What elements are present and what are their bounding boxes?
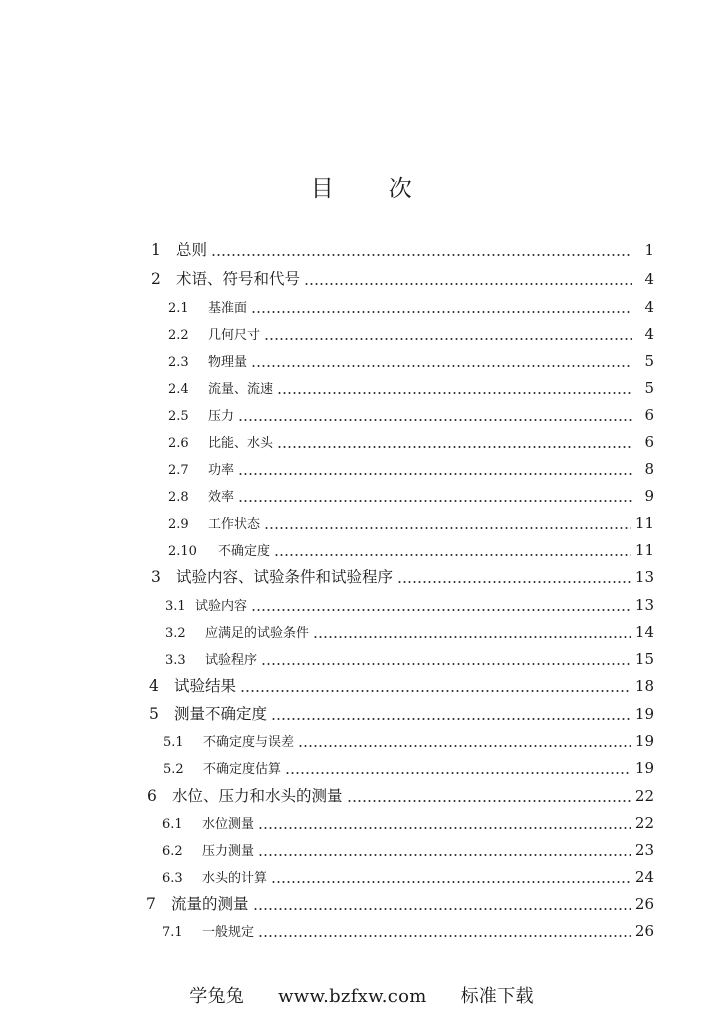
toc-number: 4: [149, 677, 159, 695]
toc-leader: [240, 690, 631, 692]
toc-title: 不确定度: [218, 544, 271, 559]
toc-title: 应满足的试验条件: [205, 626, 310, 641]
toc-page: 14: [634, 623, 654, 641]
toc-leader: [264, 338, 632, 340]
toc-page: 1: [644, 241, 654, 259]
toc-title: 压力: [208, 409, 235, 424]
toc-title: 一般规定: [202, 925, 255, 940]
toc-title: 不确定度估算: [203, 762, 282, 777]
toc-leader: [238, 473, 632, 475]
toc-page: 22: [634, 814, 654, 832]
toc-number: 2.10: [168, 544, 197, 559]
toc-page: 22: [634, 787, 654, 805]
toc-leader: [251, 365, 632, 367]
toc-entry-6-3[interactable]: [162, 865, 654, 889]
toc-title: 试验程序: [205, 653, 258, 668]
toc-page: 26: [634, 922, 654, 940]
toc-leader: [251, 609, 631, 611]
toc-title: 物理量: [208, 355, 248, 370]
toc-number: 2.2: [168, 328, 189, 343]
footer-site-name: 学兔兔: [189, 986, 245, 1007]
toc-leader: [298, 745, 631, 747]
toc-leader: [313, 636, 631, 638]
toc-number: 3.1: [165, 599, 186, 614]
toc-leader: [397, 581, 631, 583]
toc-entry-2-10[interactable]: [168, 538, 654, 562]
toc-title: 功率: [208, 463, 235, 478]
toc-title: 试验内容、试验条件和试验程序: [176, 568, 394, 586]
toc-number: 2.3: [168, 355, 189, 370]
toc-entry-2-9[interactable]: [168, 511, 654, 535]
toc-page: 19: [634, 705, 654, 723]
toc-number: 2.9: [168, 517, 189, 532]
toc-page: 5: [644, 379, 654, 397]
toc-number: 2.6: [168, 436, 189, 451]
toc-entry-2-6[interactable]: [168, 430, 654, 454]
toc-entry-2-7[interactable]: [168, 457, 654, 481]
toc-number: 6.1: [162, 817, 183, 832]
toc-leader: [304, 283, 632, 285]
toc-number: 7: [146, 895, 156, 913]
toc-title: 试验结果: [174, 677, 237, 695]
toc-number: 2.8: [168, 490, 189, 505]
toc-leader: [274, 554, 631, 556]
toc-number: 2.1: [168, 301, 189, 316]
toc-page: 5: [644, 352, 654, 370]
toc-leader: [277, 392, 632, 394]
toc-entry-6-1[interactable]: [162, 811, 654, 835]
toc-title: 效率: [208, 490, 235, 505]
toc-entry-1[interactable]: [151, 238, 654, 262]
toc-page: 8: [644, 460, 654, 478]
toc-entry-6[interactable]: [147, 784, 654, 808]
toc-page: 15: [634, 650, 654, 668]
toc-title: 几何尺寸: [208, 328, 261, 343]
toc-leader: [264, 527, 631, 529]
toc-number: 6: [147, 787, 157, 805]
toc-entry-2-2[interactable]: [168, 322, 654, 346]
toc-title: 工作状态: [208, 517, 261, 532]
toc-entry-3[interactable]: [151, 565, 654, 589]
toc-leader: [251, 311, 632, 313]
toc-number: 2: [151, 270, 161, 288]
toc-page: 26: [634, 895, 654, 913]
page-title-char-2: 次: [388, 176, 413, 202]
page-title-char-1: 目: [310, 176, 335, 202]
toc-entry-4[interactable]: [149, 674, 654, 698]
toc-number: 6.2: [162, 844, 183, 859]
toc-entry-5-2[interactable]: [163, 756, 654, 780]
toc-page: 18: [634, 677, 654, 695]
toc-title: 测量不确定度: [174, 705, 268, 723]
toc-leader: [258, 854, 631, 856]
toc-leader: [211, 254, 632, 256]
toc-number: 3.3: [165, 653, 186, 668]
toc-page: 19: [634, 732, 654, 750]
toc-leader: [238, 500, 632, 502]
toc-leader: [271, 881, 631, 883]
toc-page: 13: [634, 568, 654, 586]
toc-page: 4: [644, 270, 654, 288]
toc-page: 6: [644, 433, 654, 451]
toc-title: 流量、流速: [208, 382, 274, 397]
toc-entry-5-1[interactable]: [163, 729, 654, 753]
toc-page: 6: [644, 406, 654, 424]
toc-number: 5: [149, 705, 159, 723]
footer-watermark: [0, 982, 723, 1008]
toc-entry-3-2[interactable]: [165, 620, 654, 644]
toc-leader: [258, 935, 631, 937]
toc-entry-6-2[interactable]: [162, 838, 654, 862]
toc-page: 13: [634, 596, 654, 614]
toc-leader: [271, 718, 631, 720]
toc-entry-7[interactable]: [146, 892, 654, 916]
toc-entry-2[interactable]: [151, 267, 654, 291]
toc-number: 7.1: [162, 925, 183, 940]
toc-leader: [258, 827, 631, 829]
toc-number: 3: [151, 568, 161, 586]
toc-number: 5.1: [163, 735, 184, 750]
toc-title: 水位、压力和水头的测量: [172, 787, 343, 805]
toc-page: 24: [634, 868, 654, 886]
toc-entry-3-3[interactable]: [165, 647, 654, 671]
toc-entry-2-4[interactable]: [168, 376, 654, 400]
toc-entry-7-1[interactable]: [162, 919, 654, 943]
page-title: [0, 170, 723, 203]
toc-entry-2-1[interactable]: [168, 295, 654, 319]
toc-title: 试验内容: [195, 599, 248, 614]
toc-title: 基准面: [208, 301, 248, 316]
toc-entry-2-8[interactable]: [168, 484, 654, 508]
toc-number: 5.2: [163, 762, 184, 777]
toc-leader: [285, 772, 631, 774]
toc-number: 3.2: [165, 626, 186, 641]
footer-url[interactable]: www.bzfxw.com: [278, 986, 427, 1007]
toc-entry-2-5[interactable]: [168, 403, 654, 427]
toc-title: 流量的测量: [171, 895, 249, 913]
toc-page: 11: [634, 514, 654, 532]
toc-title: 不确定度与误差: [203, 735, 295, 750]
toc-entry-2-3[interactable]: [168, 349, 654, 373]
toc-leader: [253, 908, 631, 910]
toc-number: 2.4: [168, 382, 189, 397]
toc-page: 11: [634, 541, 654, 559]
toc-page: 23: [634, 841, 654, 859]
toc-title: 比能、水头: [208, 436, 274, 451]
toc-title: 术语、符号和代号: [176, 270, 301, 288]
toc-leader: [261, 663, 631, 665]
toc-leader: [347, 800, 631, 802]
toc-leader: [238, 419, 632, 421]
toc-title: 压力测量: [202, 844, 255, 859]
toc-number: 1: [151, 241, 161, 259]
toc-number: 6.3: [162, 871, 183, 886]
toc-title: 水头的计算: [202, 871, 268, 886]
toc-number: 2.7: [168, 463, 189, 478]
toc-title: 水位测量: [202, 817, 255, 832]
toc-page: 9: [644, 487, 654, 505]
toc-entry-3-1[interactable]: [165, 593, 654, 617]
toc-entry-5[interactable]: [149, 702, 654, 726]
toc-title: 总则: [176, 241, 208, 259]
toc-page: 4: [644, 298, 654, 316]
toc-page: 4: [644, 325, 654, 343]
toc-leader: [277, 446, 632, 448]
toc-page: 19: [634, 759, 654, 777]
toc-number: 2.5: [168, 409, 189, 424]
footer-tagline: 标准下载: [460, 986, 534, 1007]
